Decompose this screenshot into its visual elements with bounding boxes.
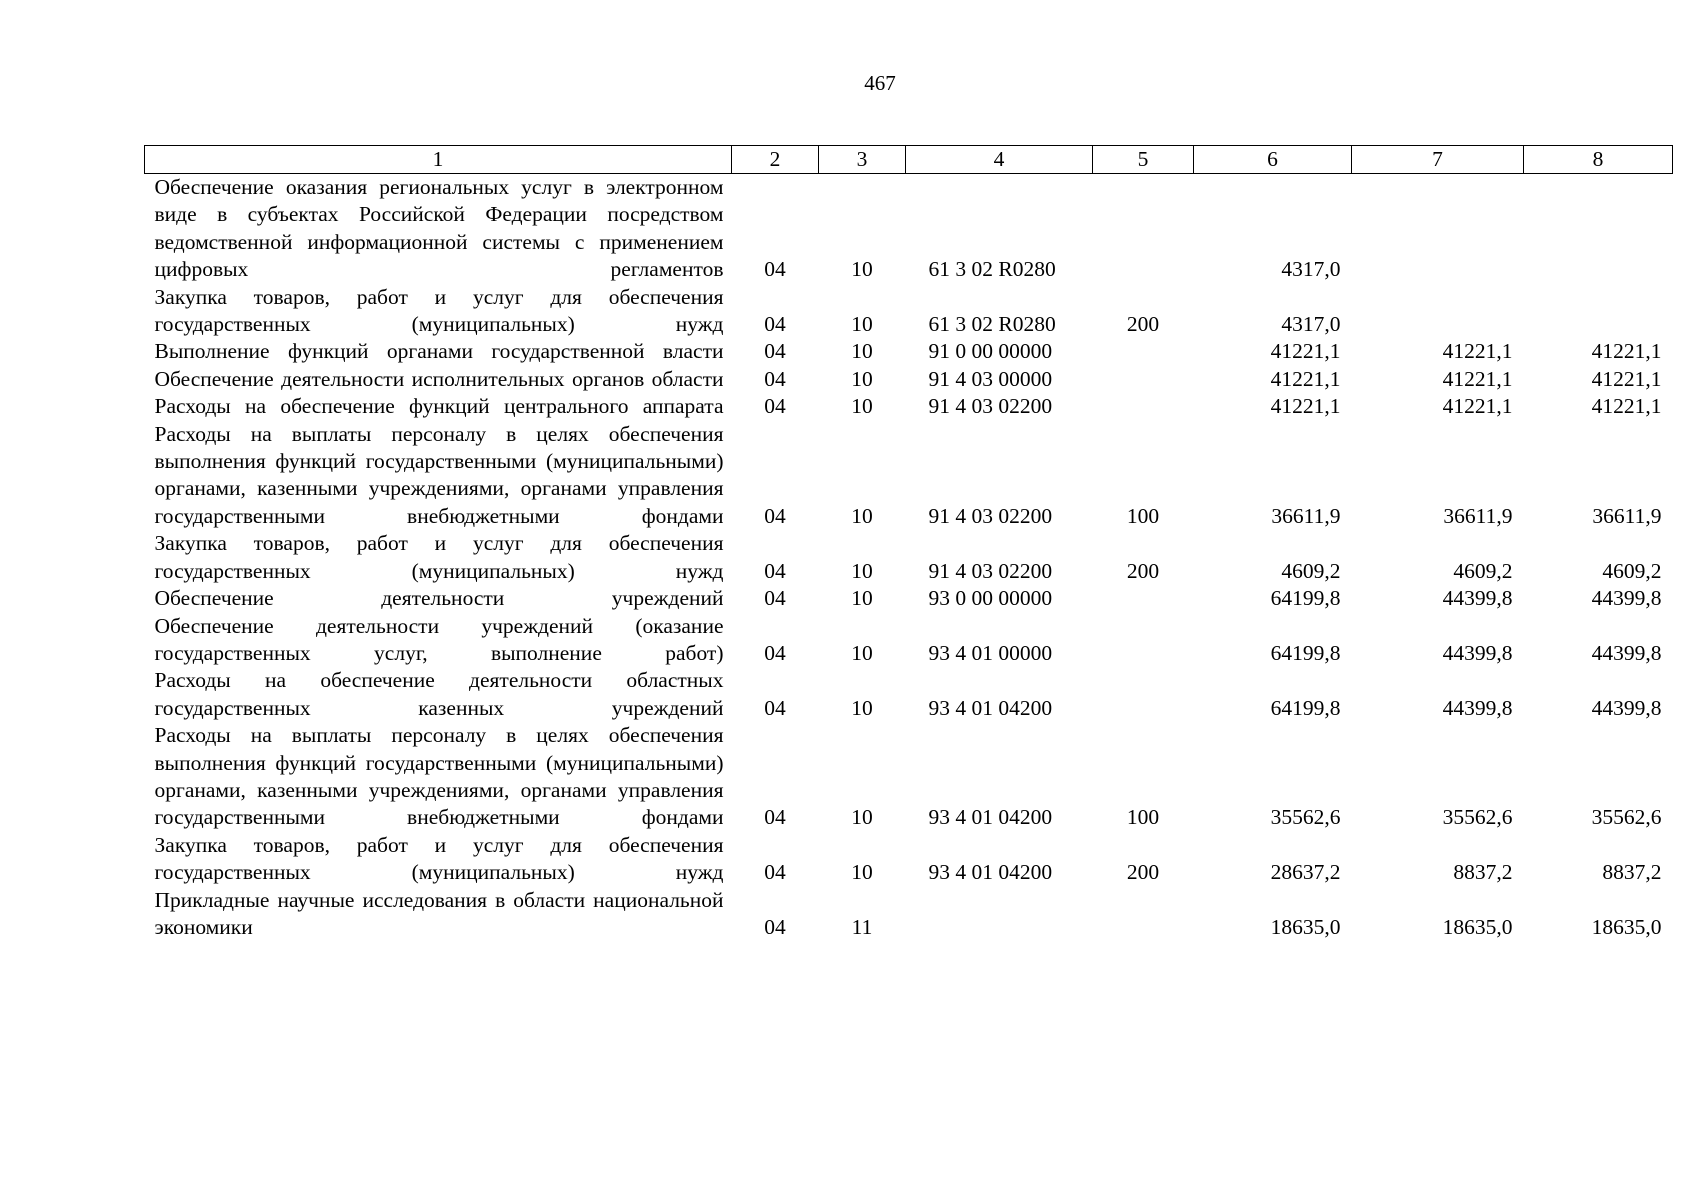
row-subsection: 10 — [851, 640, 873, 665]
row-amount-2: 44399,8 — [1442, 586, 1513, 611]
row-description: Выполнение функций органами государственной власти — [154, 339, 724, 364]
row-description: Закупка товаров, работ и услуг для обеспечения государственных (муниципальных) нужд — [154, 284, 724, 337]
row-amount-1: 4317,0 — [1281, 312, 1341, 337]
row-amount-1: 4609,2 — [1281, 558, 1341, 583]
row-description: Закупка товаров, работ и услуг для обеспечения государственных (муниципальных) нужд — [154, 832, 724, 885]
row-amount-2: 44399,8 — [1442, 695, 1513, 720]
row-description: Обеспечение деятельности учреждений (оказание государственных услуг, выполнение работ) — [154, 613, 724, 665]
row-target-article: 93 4 01 04200 — [928, 695, 1053, 720]
table-row — [145, 667, 1673, 722]
row-target-article — [906, 887, 1093, 942]
table-row — [145, 284, 1673, 339]
row-amount-1: 41221,1 — [1270, 366, 1341, 391]
row-subsection: 10 — [851, 339, 873, 364]
row-subsection: 10 — [851, 312, 873, 337]
row-target-article: 91 4 03 02200 — [928, 394, 1053, 419]
row-section: 04 — [764, 339, 786, 364]
column-header: 1 — [145, 146, 732, 174]
row-amount-3: 41221,1 — [1591, 339, 1662, 364]
row-subsection: 10 — [851, 366, 873, 391]
table-row — [145, 613, 1673, 668]
row-amount-2 — [1352, 174, 1524, 284]
row-expense-type — [1093, 393, 1194, 420]
row-description: Расходы на выплаты персоналу в целях обеспечения выполнения функций государственными (муниципальными) органами, казенными учреждениями, органами управления государственными внебюджетными фондами — [154, 421, 724, 528]
row-section: 04 — [764, 695, 786, 720]
row-expense-type — [1093, 667, 1194, 722]
column-header: 2 — [732, 146, 819, 174]
row-amount-2: 44399,8 — [1442, 640, 1513, 665]
row-target-article: 93 4 01 04200 — [928, 805, 1053, 830]
table-row — [145, 585, 1673, 612]
row-amount-1: 41221,1 — [1270, 394, 1341, 419]
column-header: 7 — [1352, 146, 1524, 174]
row-amount-1: 64199,8 — [1270, 695, 1341, 720]
row-subsection: 10 — [851, 394, 873, 419]
row-amount-1: 41221,1 — [1270, 339, 1341, 364]
row-subsection: 10 — [851, 695, 873, 720]
row-description: Закупка товаров, работ и услуг для обеспечения государственных (муниципальных) нужд — [154, 531, 724, 583]
budget-table — [144, 145, 1673, 941]
row-description: Расходы на обеспечение функций центрального аппарата — [154, 394, 724, 419]
row-subsection: 10 — [851, 805, 873, 830]
row-target-article: 91 0 00 00000 — [928, 339, 1053, 364]
row-subsection: 10 — [851, 586, 873, 611]
row-amount-3 — [1524, 284, 1673, 339]
row-expense-type — [1093, 366, 1194, 393]
row-amount-2: 41221,1 — [1442, 394, 1513, 419]
row-target-article: 93 0 00 00000 — [928, 586, 1053, 611]
row-amount-3: 36611,9 — [1592, 503, 1662, 528]
row-expense-type — [1093, 338, 1194, 365]
row-amount-2: 41221,1 — [1442, 339, 1513, 364]
column-header: 5 — [1093, 146, 1194, 174]
row-amount-2: 8837,2 — [1453, 860, 1513, 885]
row-amount-3: 44399,8 — [1591, 695, 1662, 720]
row-expense-type: 200 — [1126, 312, 1160, 337]
row-section: 04 — [764, 394, 786, 419]
row-amount-3: 35562,6 — [1591, 805, 1662, 830]
column-header: 6 — [1194, 146, 1352, 174]
row-amount-2: 18635,0 — [1442, 914, 1513, 939]
row-description: Обеспечение деятельности исполнительных органов области — [154, 366, 724, 391]
row-amount-3: 44399,8 — [1591, 586, 1662, 611]
row-target-article: 61 3 02 R0280 — [928, 312, 1056, 337]
row-target-article: 91 4 03 02200 — [928, 558, 1053, 583]
row-amount-1: 28637,2 — [1270, 860, 1341, 885]
row-description: Обеспечение оказания региональных услуг в электронном виде в субъектах Российской Федерации посредством ведомственной информационной системы с применением цифровых регламентов — [154, 175, 724, 282]
row-amount-2 — [1352, 284, 1524, 339]
row-amount-3: 8837,2 — [1602, 860, 1662, 885]
row-description: Расходы на выплаты персоналу в целях обеспечения выполнения функций государственными (муниципальными) органами, казенными учреждениями, органами управления государственными внебюджетными фондами — [154, 723, 724, 830]
row-section: 04 — [764, 860, 786, 885]
row-amount-2: 41221,1 — [1442, 366, 1513, 391]
row-expense-type — [1093, 585, 1194, 612]
table-row — [145, 366, 1673, 393]
row-expense-type — [1093, 174, 1194, 284]
row-amount-3: 41221,1 — [1591, 366, 1662, 391]
table-row — [145, 530, 1673, 585]
row-section: 04 — [764, 640, 786, 665]
row-section: 04 — [764, 586, 786, 611]
row-amount-2: 4609,2 — [1453, 558, 1513, 583]
table-row — [145, 421, 1673, 531]
table-row — [145, 174, 1673, 284]
row-amount-1: 64199,8 — [1270, 640, 1341, 665]
row-expense-type: 200 — [1126, 860, 1160, 885]
row-amount-1: 18635,0 — [1270, 914, 1341, 939]
row-target-article: 61 3 02 R0280 — [928, 257, 1056, 282]
row-section: 04 — [764, 312, 786, 337]
row-amount-3: 18635,0 — [1591, 914, 1662, 939]
row-subsection: 11 — [851, 914, 873, 939]
row-target-article: 91 4 03 02200 — [928, 503, 1053, 528]
page-number: 467 — [864, 71, 896, 95]
header-row — [145, 146, 1673, 174]
row-target-article: 93 4 01 04200 — [928, 860, 1053, 885]
row-amount-3: 44399,8 — [1591, 640, 1662, 665]
row-amount-2: 36611,9 — [1443, 503, 1513, 528]
row-subsection: 10 — [851, 257, 873, 282]
table-row — [145, 393, 1673, 420]
row-amount-1: 4317,0 — [1281, 257, 1341, 282]
column-header: 8 — [1524, 146, 1673, 174]
table-row — [145, 722, 1673, 832]
row-expense-type: 100 — [1126, 503, 1160, 528]
row-amount-1: 35562,6 — [1270, 805, 1341, 830]
row-description: Прикладные научные исследования в области национальной экономики — [154, 887, 724, 939]
table-row — [145, 887, 1673, 942]
table-row — [145, 832, 1673, 887]
row-description: Расходы на обеспечение деятельности областных государственных казенных учреждений — [154, 668, 724, 720]
row-section: 04 — [764, 558, 786, 583]
table-row — [145, 338, 1673, 365]
row-amount-2: 35562,6 — [1442, 805, 1513, 830]
row-section: 04 — [764, 914, 786, 939]
row-expense-type — [1093, 613, 1194, 668]
column-header: 4 — [906, 146, 1093, 174]
row-amount-3: 4609,2 — [1602, 558, 1662, 583]
row-section: 04 — [764, 503, 786, 528]
row-amount-3: 41221,1 — [1591, 394, 1662, 419]
row-section: 04 — [764, 805, 786, 830]
row-description: Обеспечение деятельности учреждений — [154, 586, 724, 611]
row-target-article: 91 4 03 00000 — [928, 366, 1053, 391]
row-section: 04 — [764, 366, 786, 391]
row-subsection: 10 — [851, 558, 873, 583]
column-header: 3 — [819, 146, 906, 174]
row-amount-1: 64199,8 — [1270, 586, 1341, 611]
row-expense-type — [1093, 887, 1194, 942]
row-expense-type: 200 — [1126, 558, 1160, 583]
row-subsection: 10 — [851, 503, 873, 528]
row-target-article: 93 4 01 00000 — [928, 640, 1053, 665]
row-subsection: 10 — [851, 860, 873, 885]
row-amount-3 — [1524, 174, 1673, 284]
row-section: 04 — [764, 257, 786, 282]
row-expense-type: 100 — [1126, 805, 1160, 830]
row-amount-1: 36611,9 — [1271, 503, 1341, 528]
